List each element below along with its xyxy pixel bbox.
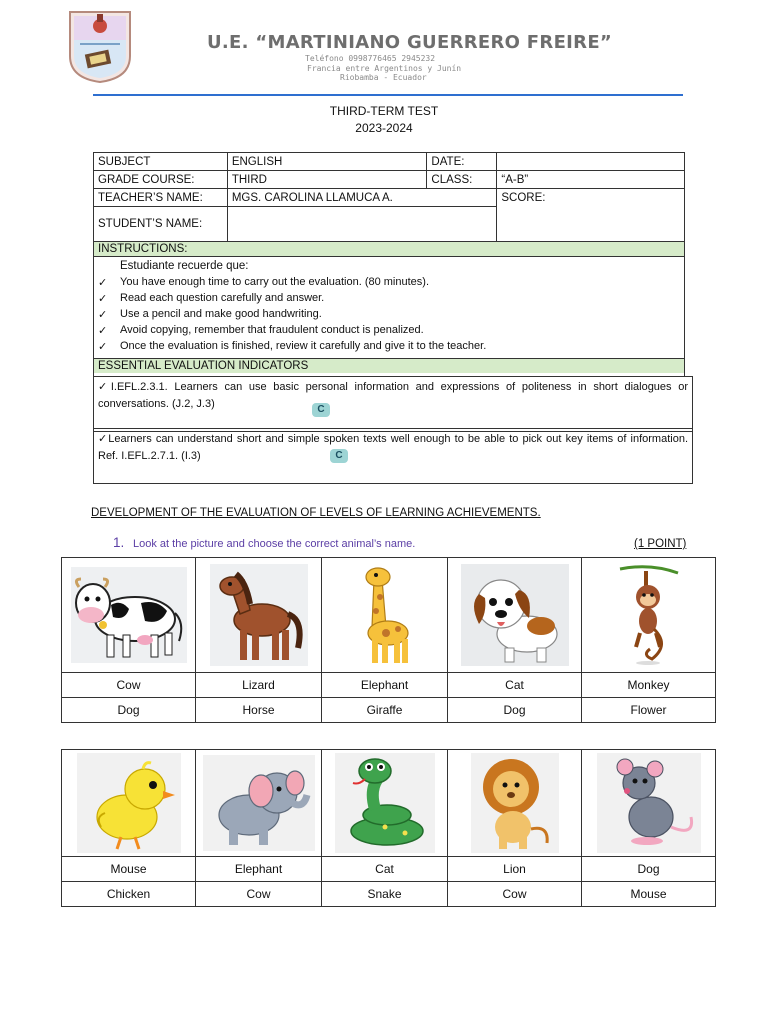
answer-option[interactable]: Cow	[196, 882, 322, 907]
test-year: 2023-2024	[355, 121, 413, 135]
chick-picture	[62, 750, 196, 857]
answer-option[interactable]: Lion	[448, 857, 582, 882]
instruction-item: ✓ Use a pencil and make good handwriting.	[98, 308, 322, 321]
school-logo	[66, 6, 134, 84]
instructions-box	[93, 241, 685, 359]
indicator-item: ✓Learners can understand short and simple spoken texts well enough to be able to pick out key items of information. Ref. I.EFL.2.7.1. (I.3) C	[93, 428, 693, 484]
development-title: DEVELOPMENT OF THE EVALUATION OF LEVELS OF LEARNING ACHIEVEMENTS.	[91, 507, 541, 519]
class-label: CLASS:	[427, 171, 497, 189]
answer-option[interactable]: Dog	[582, 857, 716, 882]
subject-label: SUBJECT	[94, 153, 228, 171]
school-city: Riobamba - Ecuador	[340, 73, 427, 82]
answer-option[interactable]: Monkey	[582, 673, 716, 698]
answer-option[interactable]: Mouse	[62, 857, 196, 882]
answer-option[interactable]: Cat	[322, 857, 448, 882]
grade-label: GRADE COURSE:	[94, 171, 228, 189]
teacher-value: MGS. CAROLINA LLAMUCA A.	[227, 189, 497, 207]
school-name: U.E. “MARTINIANO GUERRERO FREIRE”	[207, 32, 613, 53]
answer-option[interactable]: Flower	[582, 698, 716, 723]
dog-picture	[448, 558, 582, 673]
answer-option[interactable]: Elephant	[196, 857, 322, 882]
student-name-label: STUDENT’S NAME:	[94, 207, 228, 242]
question-points: (1 POINT)	[634, 538, 687, 550]
comment-icon[interactable]: C	[330, 449, 348, 463]
grade-value: THIRD	[227, 171, 427, 189]
score-field[interactable]: SCORE:	[497, 189, 685, 242]
answer-option[interactable]: Cow	[448, 882, 582, 907]
teacher-label: TEACHER’S NAME:	[94, 189, 228, 207]
instruction-item: ✓ Once the evaluation is finished, review it carefully and give it to the teacher.	[98, 340, 487, 353]
student-name-field[interactable]	[227, 207, 497, 242]
answer-option[interactable]: Cat	[448, 673, 582, 698]
checkmark-icon: ✓	[98, 276, 108, 289]
instructions-heading: INSTRUCTIONS:	[94, 242, 684, 257]
giraffe-picture	[322, 558, 448, 673]
comment-icon[interactable]: C	[312, 403, 330, 417]
answer-option[interactable]: Chicken	[62, 882, 196, 907]
date-label: DATE:	[427, 153, 497, 171]
checkmark-icon: ✓	[98, 340, 108, 353]
school-address: Francia entre Argentinos y Junín	[307, 64, 462, 73]
answer-option[interactable]: Mouse	[582, 882, 716, 907]
answer-option[interactable]: Snake	[322, 882, 448, 907]
horse-picture	[196, 558, 322, 673]
date-field[interactable]	[497, 153, 685, 171]
checkmark-icon: ✓	[98, 324, 108, 337]
checkmark-icon: ✓	[98, 292, 108, 305]
checkmark-icon: ✓	[98, 308, 108, 321]
answer-option[interactable]: Elephant	[322, 673, 448, 698]
answer-option[interactable]: Giraffe	[322, 698, 448, 723]
school-phone: Teléfono 0998776465 2945232	[305, 54, 436, 63]
lion-picture	[448, 750, 582, 857]
answer-option[interactable]: Horse	[196, 698, 322, 723]
mouse-picture	[582, 750, 716, 857]
answer-option[interactable]: Cow	[62, 673, 196, 698]
instruction-item: ✓ Avoid copying, remember that fraudulent conduct is penalized.	[98, 324, 424, 337]
question-number: 1.	[113, 535, 125, 550]
answer-option[interactable]: Dog	[448, 698, 582, 723]
snake-picture	[322, 750, 448, 857]
indicator-item: ✓I.EFL.2.3.1. Learners can use basic personal information and expressions of politeness in short dialogues or conversations. (J.2, J.3) C	[93, 376, 693, 432]
answer-option[interactable]: Lizard	[196, 673, 322, 698]
student-info-table	[93, 152, 685, 242]
cow-picture	[62, 558, 196, 673]
test-title: THIRD-TERM TEST	[329, 104, 439, 118]
elephant-picture	[196, 750, 322, 857]
class-value: “A-B”	[497, 171, 685, 189]
answer-option[interactable]: Dog	[62, 698, 196, 723]
animal-grid-2	[61, 749, 716, 907]
monkey-picture	[582, 558, 716, 673]
instruction-item: ✓ You have enough time to carry out the evaluation. (80 minutes).	[98, 276, 430, 289]
question-text: Look at the picture and choose the correct animal’s name.	[133, 538, 416, 550]
indicators-heading-box	[93, 358, 685, 377]
indicators-heading: ESSENTIAL EVALUATION INDICATORS	[94, 359, 684, 373]
instruction-item: ✓ Read each question carefully and answer.	[98, 292, 325, 305]
animal-grid-1	[61, 557, 716, 723]
header-divider	[93, 94, 683, 96]
subject-value: ENGLISH	[227, 153, 427, 171]
instructions-lead: Estudiante recuerde que:	[120, 260, 249, 272]
